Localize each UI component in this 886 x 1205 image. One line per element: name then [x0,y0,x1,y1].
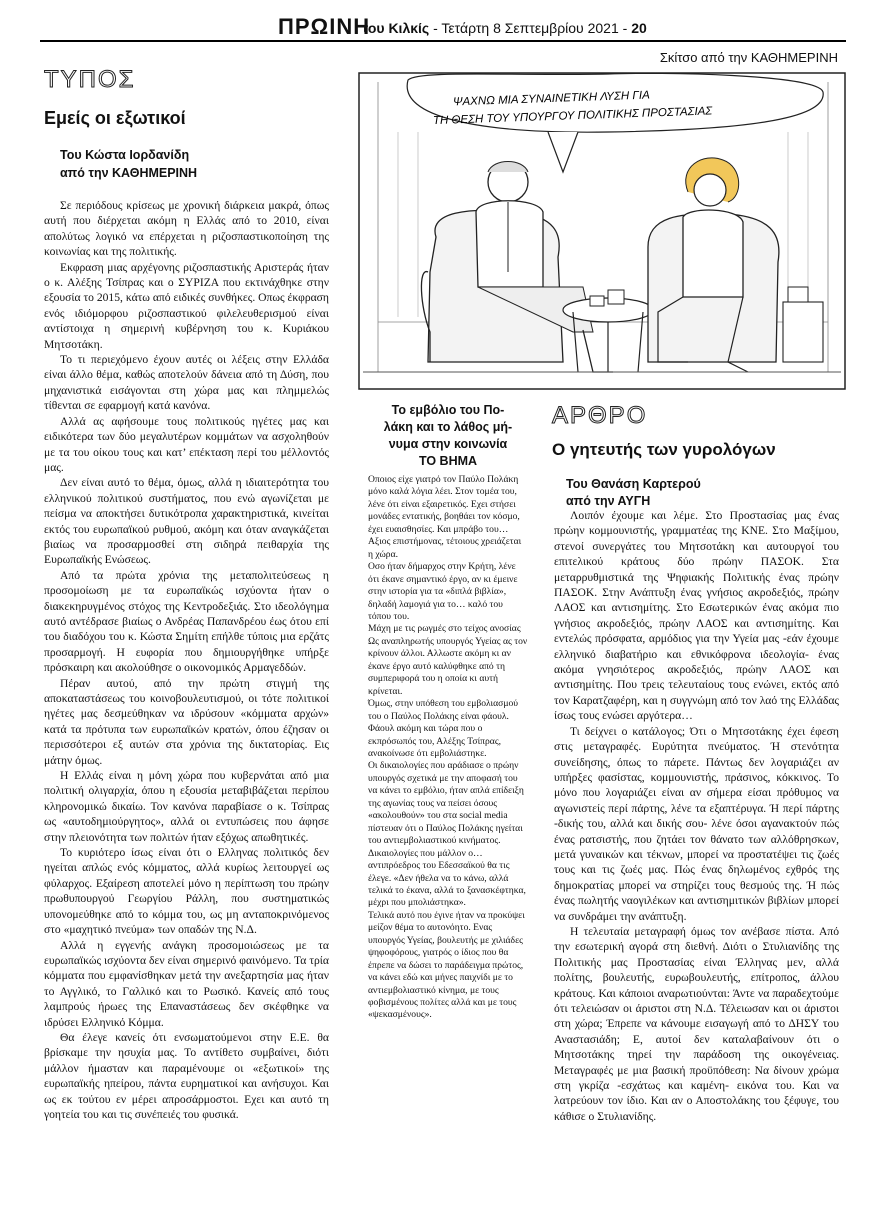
left-article-body [44,198,329,1122]
paragraph: Το κυριότερο ίσως είναι ότι ο Ελληνας πολιτικός δεν ηγείται απλώς ενός κόμματος, αλλά κυρίως λειτουργεί ως φύλαρχος. Εξαίρεση αποτελεί μόνο η περίπτωση του πρώην πρωθυπουργού Γεωργίου Ράλλη, που συστηματικώς υπονομεύθηκε από το κόμμα του, ως μη ανταποκρινόμενος στο «μαχητικό πνεύμα» των οπαδών της Ν.Δ. [44,846,329,937]
paragraph: Τι δείχνει ο κατάλογος; Ότι ο Μητσοτάκης έχει έφεση στις μεταγραφές. Ευρύτητα πνεύματος. Ή στενότητα συνείδησης, όπως το πάρετε. Πάντως δεν λογαριάζει αν υπήρξες φασίστας, κομμουνιστής, πράσινος, κόκκινος. Το μόνο που λογαριάζει είναι αν σήμερα είσαι πρόθυμος να αγωνιστείς περί πάρτης, λένε τα εξαπτέρυγα. Ή περί πάρτης -δικής του, αλλά και δικής σου- λένε όσοι αγανακτούν πώς ένας ρατσιστής, που ζητάει τον θάνατο των αλλόθρησκων, μετά γυναικών και τέκνων, μπορεί να προστατέψει τις ζωές τους και τις ζωές μας. Πώς ένας δηλωμένος εχθρός της δημοκρατίας μπορεί να στηρίζει τους θεσμούς της. Ή πώς ένας πωλητής ναογιλέκων και αντισημιτικών βιβλίων μπορεί να συνδράμει την ανάπτυξη. [554,724,839,923]
newspaper-brand: ΠΡΩΙΝΗ [278,14,371,39]
right-figure-head [694,174,726,206]
paragraph: Οποιος είχε γιατρό τον Παύλο Πολάκη μόνο καλά λόγια λέει. Στον τομέα του, λένε ότι είναι εξαιρετικός. Εχει στήσει μονάδες εντατικής, βοηθάει τον κόσμο, έχει ευαισθησίες. Και μπράβο του… Αξιος επιστήμονας, τέτοιους χρειάζεται η χώρα. [368,474,522,560]
paragraph: Θα έλεγε κανείς ότι ενσωματούμενοι στην Ε.Ε. θα βρίσκαμε την ησυχία μας. Το αντίθετο συμβαίνει, διότι μάλλον ήμασταν και παραμένουμε οι «εξωτικοί» της ευρωπαϊκής ηπείρου, πάντα ευρηματικοί και ανήσυχοι. Και ως εκ τούτου εν μέρει απροσάρμοστοι. Εχει και αυτό τη γοητεία του και τις συνέπειές του φυσικά. [44,1030,329,1121]
middle-article-headline [368,402,528,470]
masthead-info [362,20,647,36]
paragraph: Αλλά ας αφήσουμε τους πολιτικούς ηγέτες μας και ειδικότερα των δύο μεγαλυτέρων κομμάτων να ασχοληθούν με τα του οίκου τους και κατ’ επέκταση περί του μέλλοντός μας. [44,414,329,474]
masthead-separator: - [429,20,442,36]
issue-date: Τετάρτη 8 Σεπτεμβρίου 2021 [441,20,619,36]
masthead-rule [40,40,846,42]
paragraph: Ως αναπληρωτής υπουργός Υγείας ας τον κρίνουν άλλοι. Αλλωστε ακόμη κι αν έκανε έργο αυτό καλύφθηκε από τη συμπεριφορά του η οποία κι αυτή κρίνεται. [368,635,528,697]
headline-line: Το εμβόλιο του Πο- [391,403,505,417]
headline-line: λάκη και το λάθος μή- [383,420,513,434]
paragraph: Η τελευταία μεταγραφή όμως τον ανέβασε πίστα. Από την εσωτερική αγορά στη διεθνή. Διότι ο Στυλιανίδης της Πολιτικής μας Προστασίας είναι Έλληνας μεν, αλλά πολίτης, βουλευτής, ευρωβουλευτής, επίτροπος, άλλου κράτους. Και κάποιοι αναρωτιούνται: Άντε να παραδεχτούμε ότι τελειώσαν οι άριστοι στη Ν.Δ. Τέλειωσαν και οι άριστοι στη χώρα; Έπρεπε να κάνουμε εισαγωγή από το ΔΗΣΥ του Αναστασιάδη; Ε, αυτοί δεν καταλαβαίνουν ότι ο Μητσοτάκης τηρεί την παράδοση της οικογένειας. Μεταγραφές με μια βασική προϋπόθεση: Να δίνουν χρώμα στη γκρίζα -εσχάτως και καμένη- εικόνα του. Και να λατρεύουν τον ίδιο. Και αν ο Αποστολάκης του ξέφυγε, του κάθισε ο Στυλιανίδης. [554,924,839,1123]
section-label-arthro: ΑΡΘΡΟ [552,402,648,429]
author-source: από την ΑΥΓΗ [566,494,651,508]
author-name: Του Θανάση Καρτερού [566,477,701,491]
cartoon-sketch [358,72,846,390]
masthead-separator: - [618,20,632,36]
speech-bubble-line-2: ΤΗ ΘΕΣΗ ΤΟΥ ΥΠΟΥΡΓΟΥ ΠΟΛΙΤΙΚΗΣ ΠΡΟΣΤΑΣΙΑΣ [432,105,713,128]
headline-source: ΤΟ ΒΗΜΑ [418,454,478,468]
paragraph: Δεν είναι αυτό το θέμα, όμως, αλλά η ιδιαιτερότητα του ελληνικού πολιτικού συστήματος, που ενώ αγωνίζεται με πείσμα να αποκτήσει δυτικότροπα χαρακτηριστικά, κινείται εκτός του ευρωπαϊκού ρυθμού, ακόμη και όταν αναγκάζεται βιαίως να προσαρμοσθεί στη σιδηρά πειθαρχία της Ευρωπαϊκής Ενώσεως. [44,476,329,567]
paragraph: Σε περιόδους κρίσεως με χρονική διάρκεια μακρά, όπως αυτή που διέρχεται ακόμη η Ελλάς από το 2010, είναι απολύτως λογικό να επέρχεται η ριζοσπαστικοποίηση της κοινωνίας και της πολιτικής. [44,199,329,259]
paragraph: Μάχη με τις ρωγμές στο τείχος ανοσίας [368,623,521,635]
paragraph: Όμως, στην υπόθεση του εμβολιασμού του ο Παύλος Πολάκης είναι φάουλ. Φάουλ ακόμη και τώρα που ο εκπρόσωπός του, Αλέξης Τσίπρας, ανακοίνωσε ότι εμβολιάστηκε. [368,698,519,759]
right-article-headline: Ο γητευτής των γυρολόγων [552,440,776,459]
paragraph: Εκφραση μιας αρχέγονης ριζοσπαστικής Αριστεράς ήταν ο κ. Αλέξης Τσίπρας και ο ΣΥΡΙΖΑ που εκτινάχθηκε στην εξουσία το 2015, κάτω από ειδικές συνθήκες. Οπως έκφραση ενός ιδιόμορφου ριζοσπαστικού φιλελευθερισμού είναι αντίστοιχα η σημερινή κυβέρνηση του κ. Κυριάκου Μητσοτάκη. [44,260,329,351]
paragraph: Δικαιολογίες που μάλλον ο… αντιπρόεδρος του Εδεσσαϊκού θα τις έλεγε. «Δεν ήθελα να το κάνω, αλλά τελικά το έκανα, αλλά το ξανασκέφτηκα, μέχρι που μπολιάστηκα». [368,847,526,909]
sketch-caption: Σκίτσο από την ΚΑΘΗΜΕΡΙΝΗ [659,50,838,65]
speech-bubble-line-1: ΨΑΧΝΩ ΜΙΑ ΣΥΝΑΙΝΕΤΙΚΗ ΛΥΣΗ ΓΙΑ [452,89,651,109]
paragraph: Τελικά αυτό που έγινε ήταν να προκύψει μείζον θέμα το αυτονόητο. Ενας υπουργός Υγείας, βουλευτής με χιλιάδες ψηφοφόρους, γιατρός ο ίδιος που θα έπρεπε να δώσει το παράδειγμα πρώτος, να κάνει εδώ και μήνες παιχνίδι με το αντιεμβολιαστικό κίνημα, με τους φοβισμένους πολίτες αλλά και με τους «ψεκασμένους». [368,909,525,1021]
paragraph: Αλλά η εγγενής ανάγκη προσομοιώσεως με τα ευρωπαϊκώς ισχύοντα δεν είναι σημερινό φαινόμενο. Τα τρία κόμματα που εμφανίσθηκαν μετά την ανεξαρτησία μας ήταν το Αγγλικό, το Γαλλικό και το Ρωσικό. Κανείς από τους λαμπρούς ήρωες της Επαναστάσεως δεν σκέφθηκε να ιδρύσει Ελληνικό Κόμμα. [44,938,329,1029]
page-number: 20 [631,20,647,36]
paragraph: Από τα πρώτα χρόνια της μεταπολιτεύσεως η προσομοίωση με τα ευρωπαϊκώς ισχύοντα ήταν ο διακεκηρυγμένος στόχος της Κεντροδεξιάς. Στο ιδεολόγημα αυτό αντέδρασε βιαίως ο Ανδρέας Παπανδρέου έως ότου επί του διαδόχου του κ. Κώστα Σημίτη επήλθε τύποις μια ερζάτς προσαρμογή. Η ευφορία που δημιουργήθηκε υπήρξε πρόσκαιρη και ακολούθησε ο οικονομικός Αρμαγεδδών. [44,568,329,675]
author-source: από την ΚΑΘΗΜΕΡΙΝΗ [60,166,198,180]
middle-article-body [368,474,528,1022]
paragraph: Πέραν αυτού, από την πρώτη στιγμή της αποκαταστάσεως του κοινοβουλευτισμού, οι τότε πολιτικοί ηγέτες μας δεσμεύθηκαν να ιδρύσουν «κόμματα αρχών» κατά τα πρότυπα των ευρωπαϊκών κρατών, όπου έζησαν οι περισσότεροι εξ αυτών στα χρόνια της δικτατορίας. Εις μάτην όμως. [44,676,329,767]
masthead [0,0,886,46]
paragraph: Οι δικαιολογίες που αράδιασε ο πρώην υπουργός σχετικά με την αποφασή του να κάνει το εμβόλιο, ήταν απλά επίδειξη της αγωνίας τους να πείσει όσους «ακολουθούν» του στα social media πίστευαν ότι ο Παύλος Πολάκης ηγείται του αντιεμβολιαστικού κινήματος. [368,760,524,847]
paragraph: Η Ελλάς είναι η μόνη χώρα που κυβερνάται από μια πολιτική ολιγαρχία, όπου η εξουσία μεταβιβάζεται περίπου κληρονομικώ δικαίω. Τον κανόνα παραβίασε ο κ. Τσίπρας ως «αυτοδημιούργητος», αλλά οι εντυπώσεις που άφησε στην πλειονότητα των πολιτών ήταν εξόχως απωθητικές. [44,769,329,844]
section-label-typos: ΤΥΠΟΣ [44,66,136,93]
paragraph: Οσο ήταν δήμαρχος στην Κρήτη, λένε ότι έκανε σημαντικό έργο, αν κι έμεινε στην ιστορία για τα «διπλά βιβλία», δηλαδή λαμογιά για το… καλό του τόπου του. [368,561,518,622]
headline-line: νυμα στην κοινωνία [388,437,508,451]
paragraph: Λοιπόν έχουμε και λέμε. Στο Προστασίας μας ένας πρώην κομμουνιστής, γραμματέας της ΚΝΕ. Στο Μαξίμου, στενοί συνεργάτες του Μητσοτάκη και αυτουργοί του επιτελικού κράτους δύο πρώην ΠΑΣΟΚ. Στα μεταρρυθμιστικά της Ψηφιακής Πολιτικής ένας πρώην ΠΑΣΟΚ. Στην Ανάπτυξη ένας γνήσιος ακροδεξιός, πρώην ΛΑΟΣ και αντισημίτης. Στο Εσωτερικών ένας ακόμα πιο γνήσιος ακροδεξιός, πρώην ΛΑΟΣ και αντισημίτης. Και εντελώς πρόσφατα, αρμόδιος για την Υγεία μας -εάν έχουμε ελληνικό διαβατήριο και εθνικόφρονα ιδεολογία- ένας ακόμα γνησιότερος ακροδεξιός, πρώην ΛΑΟΣ και αντισημίτης. Που τρεις τελευταίους τους ενώνει, εκτός από τον Καρατζαφέρη, και η συγγνώμη από τον λαό της Ελλάδας ίσως τους ενώσει αργότερα… [554,509,839,723]
author-name: Του Κώστα Ιορδανίδη [60,148,190,162]
right-article-byline [566,476,701,510]
right-article-body [554,508,839,1124]
paragraph: Το τι περιεχόμενο έχουν αυτές οι λέξεις στην Ελλάδα είναι άλλο θέμα, καθώς αποτελούν δάνεια από τη Δύση, που μηχανιστικά εισάγονται στη χώρα μας και πλημμελώς τίθενται σε εφαρμογή κατά κανόνα. [44,353,329,413]
left-article-byline [60,146,197,182]
paper-suffix: του Κιλκίς [362,20,430,36]
left-article-headline: Εμείς οι εξωτικοί [44,108,186,128]
